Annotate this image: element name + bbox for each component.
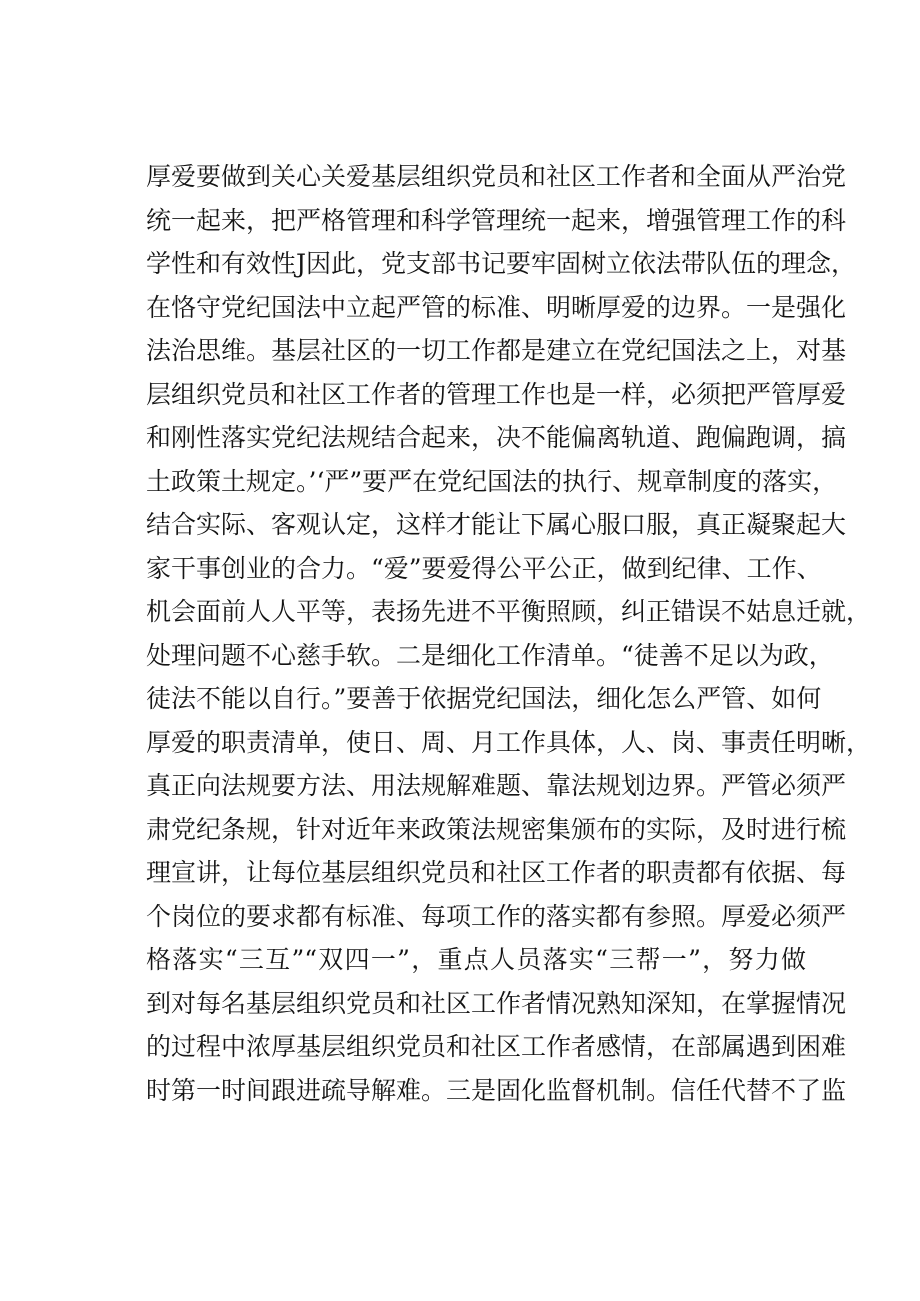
text-line: 理宣讲，让每位基层组织党员和社区工作者的职责都有依据、每 [146, 858, 847, 887]
text-line: 格落实“三互”“双四一”，重点人员落实“三帮一”，努力做 [146, 945, 806, 974]
text-line: 的过程中浓厚基层组织党员和社区工作者感情，在部属遇到困难 [146, 1032, 847, 1061]
text-line: 处理问题不心慈手软。二是细化工作清单。“徒善不足以为政， [146, 640, 834, 670]
text-line: 徒法不能以自行。”要善于依据党纪国法，细化怎么严管、如何 [146, 684, 822, 713]
text-line: 结合实际、客观认定，这样才能让下属心服口服，真正凝聚起大 [146, 510, 847, 539]
text-line: 层组织党员和社区工作者的管理工作也是一样，必须把严管厚爱 [146, 379, 847, 409]
text-line: 学性和有效性J因此，党支部书记要牢固树立依法带队伍的理念， [146, 249, 857, 278]
text-line: 到对每名基层组织党员和社区工作者情况熟知深知，在掌握情况 [146, 988, 847, 1018]
text-line: 时第一时间跟进疏导解难。三是固化监督机制。信任代替不了监 [146, 1075, 847, 1105]
text-line: 机会面前人人平等，表扬先进不平衡照顾，纠正错误不姑息迁就， [146, 597, 872, 626]
text-line: 厚爱的职责清单，使日、周、月工作具体，人、岗、事责任明晰， [146, 727, 872, 757]
text-line: 统一起来，把严格管理和科学管理统一起来，增强管理工作的科 [146, 205, 847, 235]
text-line: 肃党纪条规，针对近年来政策法规密集颁布的实际，及时进行梳 [146, 814, 847, 844]
text-line: 土政策土规定。’‘严”要严在党纪国法的执行、规章制度的落实， [146, 466, 838, 496]
text-line: 在恪守党纪国法中立起严管的标准、明晰厚爱的边界。一是强化 [146, 292, 847, 322]
text-line: 真正向法规要方法、用法规解难题、靠法规划边界。严管必须严 [146, 771, 847, 800]
text-line: 和刚性落实党纪法规结合起来，决不能偏离轨道、跑偏跑调，搞 [146, 423, 847, 452]
body-paragraph [146, 155, 872, 1112]
text-line: 家干事创业的合力。“爱”要爱得公平公正，做到纪律、工作、 [146, 553, 822, 583]
text-line: 法治思维。基层社区的一切工作都是建立在党纪国法之上，对基 [146, 336, 847, 365]
text-line: 个岗位的要求都有标准、每项工作的落实都有参照。厚爱必须严 [146, 901, 847, 931]
text-line: 厚爱要做到关心关爱基层组织党员和社区工作者和全面从严治党 [146, 162, 847, 191]
